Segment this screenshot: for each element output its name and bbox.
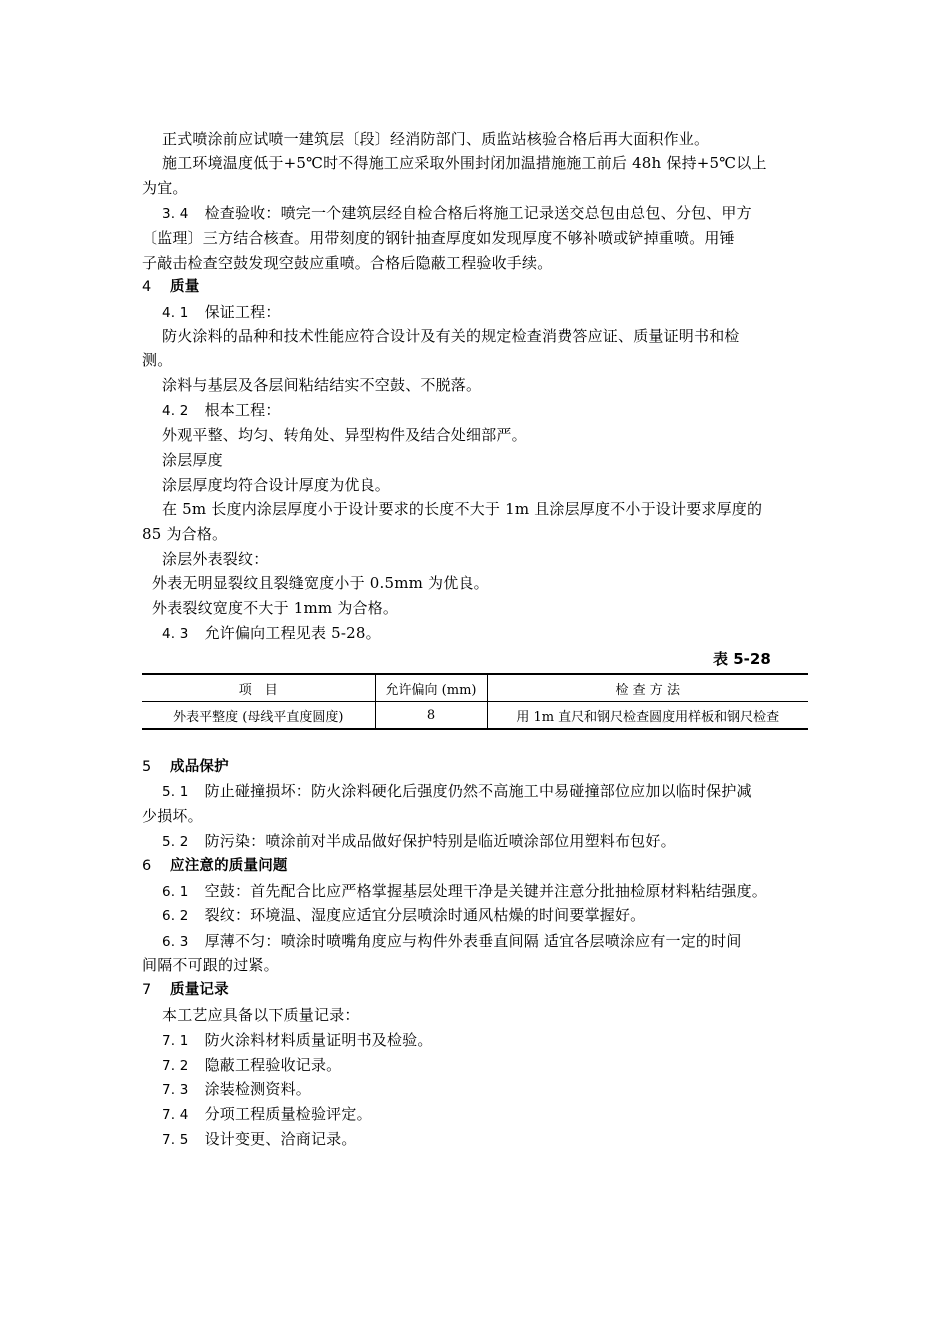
paragraph-line: 7. 4 分项工程质量检验评定。 [162,1105,372,1123]
clause-number: 4. 3 [162,626,189,642]
table-header-cell: 检 查 方 法 [487,674,808,702]
paragraph-line: 4. 3 允许偏向工程见表 5-28。 [162,624,381,642]
clause-number: 4. 1 [162,305,189,321]
clause-number: 7. 2 [162,1058,189,1074]
tolerance-table [142,673,808,730]
clause-number: 7. 1 [162,1033,189,1049]
clause-number: 6. 2 [162,908,189,924]
paragraph-line: 间隔不可跟的过紧。 [142,956,279,974]
paragraph-line: 测。 [142,351,173,369]
clause-number: 6. 3 [162,934,189,950]
clause-number: 7. 4 [162,1107,189,1123]
table-header-cell: 项 目 [142,674,375,702]
paragraph-line: 7. 1 防火涂料材料质量证明书及检验。 [162,1031,433,1049]
paragraph-line: 涂层厚度 [162,451,223,469]
paragraph-line: 正式喷涂前应试喷一建筑层〔段〕经消防部门、质监站核验合格后再大面积作业。 [162,130,710,148]
table-row [142,702,808,730]
paragraph-line: 3. 4 检查验收：喷完一个建筑层经自检合格后将施工记录送交总包由总包、分包、甲方 [162,204,752,222]
clause-number: 7. 5 [162,1132,189,1148]
paragraph-line: 外表裂纹宽度不大于 1mm 为合格。 [152,599,399,617]
paragraph-line: 少损坏。 [142,807,203,825]
table-header-cell: 允许偏向 (mm) [375,674,487,702]
clause-number: 3. 4 [162,206,189,222]
paragraph-line: 85 为合格。 [142,525,228,543]
table-header-row [142,674,808,702]
paragraph-line: 子敲击检查空鼓发现空鼓应重喷。合格后隐蔽工程验收手续。 [142,254,553,272]
paragraph-line: 在 5m 长度内涂层厚度小于设计要求的长度不大于 1m 且涂层厚度不小于设计要求厚度的 [162,500,763,518]
paragraph-line: 本工艺应具备以下质量记录： [162,1006,360,1024]
paragraph-line: 涂层外表裂纹： [162,550,269,568]
paragraph-line: 为宜。 [142,179,188,197]
clause-number: 5. 1 [162,784,189,800]
paragraph-line: 6. 1 空鼓：首先配合比应严格掌握基层处理干净是关键并注意分批抽检原材料粘结强度。 [162,882,767,900]
paragraph-line: 6. 2 裂纹：环境温、湿度应适宜分层喷涂时通风枯燥的时间要掌握好。 [162,906,646,924]
section-heading: 5 成品保护 [142,759,229,775]
paragraph-line: 4. 1 保证工程： [162,303,281,321]
section-heading: 4 质量 [142,279,200,295]
section-heading: 7 质量记录 [142,982,229,998]
paragraph-line: 施工环境温度低于+5℃时不得施工应采取外围封闭加温措施施工前后 48h 保持+5℃以上 [162,154,767,172]
paragraph-line: 5. 2 防污染：喷涂前对半成品做好保护特别是临近喷涂部位用塑料布包好。 [162,832,676,850]
table-cell: 用 1m 直尺和钢尺检查圆度用样板和钢尺检查 [487,702,808,730]
paragraph-line: 7. 3 涂装检测资料。 [162,1080,311,1098]
paragraph-line: 4. 2 根本工程： [162,401,281,419]
paragraph-line: 外表无明显裂纹且裂缝宽度小于 0.5mm 为优良。 [152,574,489,592]
paragraph-line: 7. 2 隐蔽工程验收记录。 [162,1056,342,1074]
section-heading: 6 应注意的质量问题 [142,858,288,874]
table-caption: 表 5-28 [713,650,771,668]
paragraph-line: 涂层厚度均符合设计厚度为优良。 [162,476,391,494]
paragraph-line: 5. 1 防止碰撞损坏：防火涂料硬化后强度仍然不高施工中易碰撞部位应加以临时保护减 [162,782,752,800]
paragraph-line: 外观平整、均匀、转角处、异型构件及结合处细部严。 [162,426,527,444]
paragraph-line: 防火涂料的品种和技术性能应符合设计及有关的规定检查消费答应证、质量证明书和检 [162,327,740,345]
paragraph-line: 涂料与基层及各层间粘结结实不空鼓、不脱落。 [162,376,482,394]
paragraph-line: 6. 3 厚薄不匀：喷涂时喷嘴角度应与构件外表垂直间隔 适宜各层喷涂应有一定的时间 [162,932,742,950]
paragraph-line: 〔监理〕三方结合核查。用带刻度的钢针抽查厚度如发现厚度不够补喷或铲掉重喷。用锤 [142,229,735,247]
table-cell: 外表平整度 (母线平直度圆度) [142,702,375,730]
clause-number: 6. 1 [162,884,189,900]
paragraph-line: 7. 5 设计变更、洽商记录。 [162,1130,357,1148]
table-cell: 8 [375,702,487,730]
clause-number: 4. 2 [162,403,189,419]
clause-number: 7. 3 [162,1082,189,1098]
clause-number: 5. 2 [162,834,189,850]
